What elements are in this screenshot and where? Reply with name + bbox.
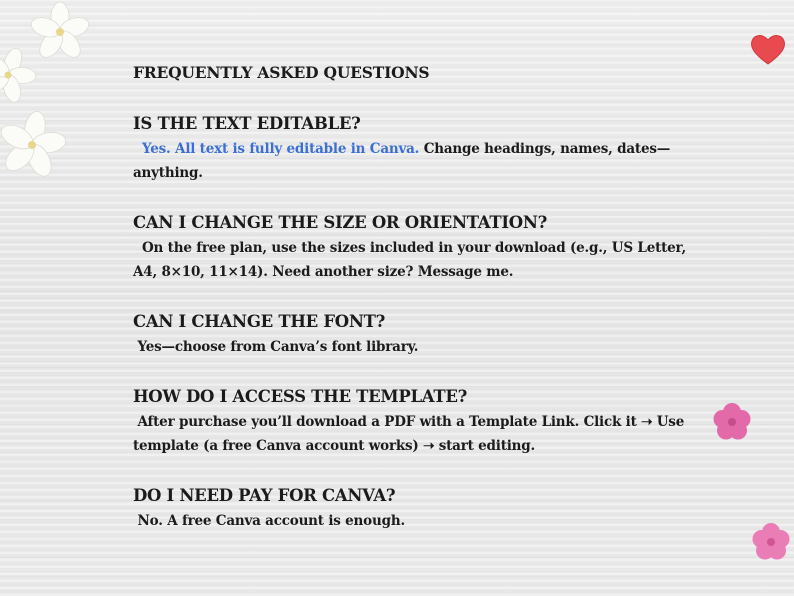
answer-text: Yes—choose from Canva’s font library. [137, 339, 419, 355]
answer-text: No. A free Canva account is enough. [137, 513, 405, 529]
faq-item [133, 210, 693, 284]
faq-answer [133, 509, 693, 533]
faq-answer [133, 410, 693, 458]
faq-content [133, 60, 693, 533]
answer-text: On the free plan, use the sizes included in your download (e.g., US Letter, A4, 8×10, 11×14). Need another size? Message me. [133, 240, 686, 280]
answer-text: Change headings, names, dates—anything. [133, 141, 671, 181]
pink-flower-icon [710, 400, 754, 444]
faq-question: CAN I CHANGE THE SIZE OR ORIENTATION? [133, 213, 548, 232]
faq-answer [133, 236, 693, 284]
faq-question: HOW DO I ACCESS THE TEMPLATE? [133, 387, 468, 406]
faq-answer [133, 137, 693, 185]
faq-question: DO I NEED PAY FOR CANVA? [133, 486, 396, 505]
white-flowers-icon [0, 0, 100, 190]
faq-item [133, 111, 693, 185]
faq-question: IS THE TEXT EDITABLE? [133, 114, 361, 133]
faq-answer [133, 335, 693, 359]
faq-question: CAN I CHANGE THE FONT? [133, 312, 385, 331]
heart-icon [750, 32, 786, 66]
answer-highlight: Yes. All text is fully editable in Canva. [142, 141, 420, 157]
pink-flower-icon [750, 520, 792, 564]
faq-item [133, 309, 693, 359]
page-title: FREQUENTLY ASKED QUESTIONS [133, 63, 430, 82]
answer-text: After purchase you’ll download a PDF with a Template Link. Click it ➝ Use template (a free Canva account works) ➝ start editing. [133, 414, 685, 454]
faq-item [133, 384, 693, 458]
faq-item [133, 483, 693, 533]
